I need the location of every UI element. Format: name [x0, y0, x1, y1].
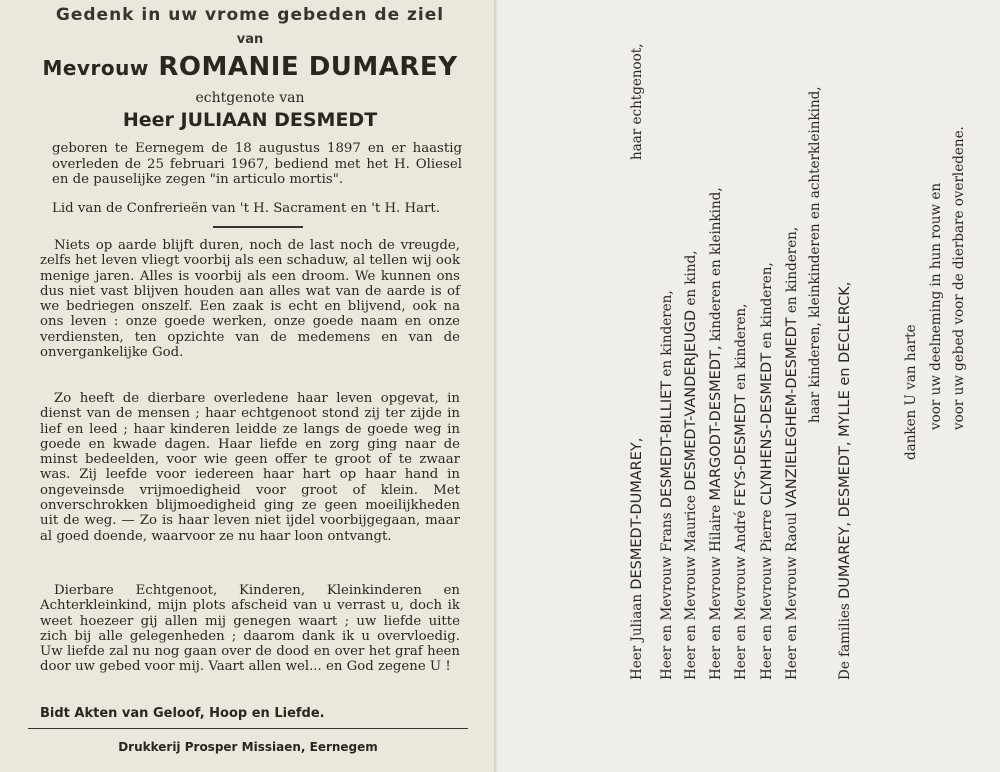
spouse-prefix: Heer — [122, 109, 174, 131]
mourner-line-8: haar kinderen, kleinkinderen en achterkleinkind, — [807, 86, 823, 423]
divider — [213, 226, 303, 228]
header-line: Gedenk in uw vrome gebeden de ziel — [55, 5, 445, 25]
bottom-divider — [28, 728, 468, 729]
mourner-line-1: Heer Juliaan DESMEDT-DUMAREY, haar echtgenoot, — [629, 43, 645, 680]
mourner-line-2: Heer en Mevrouw Frans DESMEDT-BILLIET en kinderen, — [659, 290, 675, 680]
membership-text: Lid van de Confrerieën van 't H. Sacrament en 't H. Hart. — [52, 201, 440, 216]
mourner-line-7: Heer en Mevrouw Raoul VANZIELEGHEM-DESMEDT en kinderen, — [784, 226, 800, 680]
paragraph-1: Niets op aarde blijft duren, noch de last noch de vreugde, zelfs het leven vliegt voorbij als een schaduw, al tellen wij ook menige jaren. Alles is voorbij als een droom. We kunnen ons dus niet vast blijven houden aan alles wat van de aarde is of we bedriegen onszelf. Een zaak is echt en blijvend, ook na ons leven : onze goede werken, onze goede naam en onze verdiensten, ten opzichte van de medemens en van de onvergankelijke God. — [40, 238, 460, 361]
paragraph-3: Dierbare Echtgenoot, Kinderen, Kleinkinderen en Achterkleinkind, mijn plots afscheid van u verrast u, doch ik weet hoezeer gij allen mij genegen waart ; uw liefde uitte zich bij alle gelegenheden ; daarom dank ik u overvloedig. Uw liefde zal nu nog gaan over de dood en over het graf heen door uw gebed voor mij. Vaart allen wel... en God zegene U ! — [40, 583, 460, 675]
prayer-line: Bidt Akten van Geloof, Hoop en Liefde. — [40, 706, 325, 721]
spouse-name — [20, 109, 480, 131]
left-panel — [0, 0, 496, 772]
paragraph-2: Zo heeft de dierbare overledene haar leven opgevat, in dienst van de mensen ; haar echtgenoot stond zij ter zijde in lief en leed ; haar kinderen leidde ze langs de goede weg in goede en kwade dagen. Haar liefde en zorg ging naar de minst bedeelden, voor wie geen offer te groot of te zwaar was. Zij leefde voor iedereen haar hart op haar hand in ongeveinsde vrijmoedigheid voor groot of klein. Met onverschrokken blijmoedigheid ging ze geen moeilijkheden uit de weg. — Zo is haar leven niet ijdel voorbijgegaan, maar al goed doende, waarvoor ze nu haar loon ontvangt. — [40, 391, 460, 544]
birth-death-text: geboren te Eernegem de 18 augustus 1897 en er haastig overleden de 25 februari 1967, bediend met het H. Oliesel en de pauselijke zegen "in articulo mortis". — [52, 141, 462, 187]
thanks-line-1: danken U van harte — [903, 324, 919, 460]
printer-line: Drukkerij Prosper Missiaen, Eernegem — [118, 740, 378, 754]
mourner-line-3: Heer en Mevrouw Maurice DESMEDT-VANDERJEUGD en kind, — [683, 250, 699, 680]
thanks-line-2: voor uw deelneming in hun rouw en — [928, 182, 944, 430]
name-prefix: Mevrouw — [42, 56, 149, 80]
thanks-line-3: voor uw gebed voor de dierbare overledene. — [951, 126, 967, 430]
spouse-name-text: JULIAAN DESMEDT — [180, 109, 378, 131]
mourner-line-9: De families DUMAREY, DESMEDT, MYLLE en DECLERCK, — [837, 281, 853, 680]
van-line: van — [236, 32, 264, 47]
right-panel — [498, 0, 1000, 772]
mourner-line-6: Heer en Mevrouw Pierre CLYNHENS-DESMEDT en kinderen, — [759, 262, 775, 680]
name-text: ROMANIE DUMAREY — [158, 52, 458, 82]
spouse-of-line: echtgenote van — [195, 90, 305, 106]
deceased-name — [20, 52, 480, 82]
mourner-line-4: Heer en Mevrouw Hilaire MARGODT-DESMEDT, kinderen en kleinkind, — [708, 187, 724, 680]
mourner-line-5: Heer en Mevrouw André FEYS-DESMEDT en kinderen, — [733, 303, 749, 680]
